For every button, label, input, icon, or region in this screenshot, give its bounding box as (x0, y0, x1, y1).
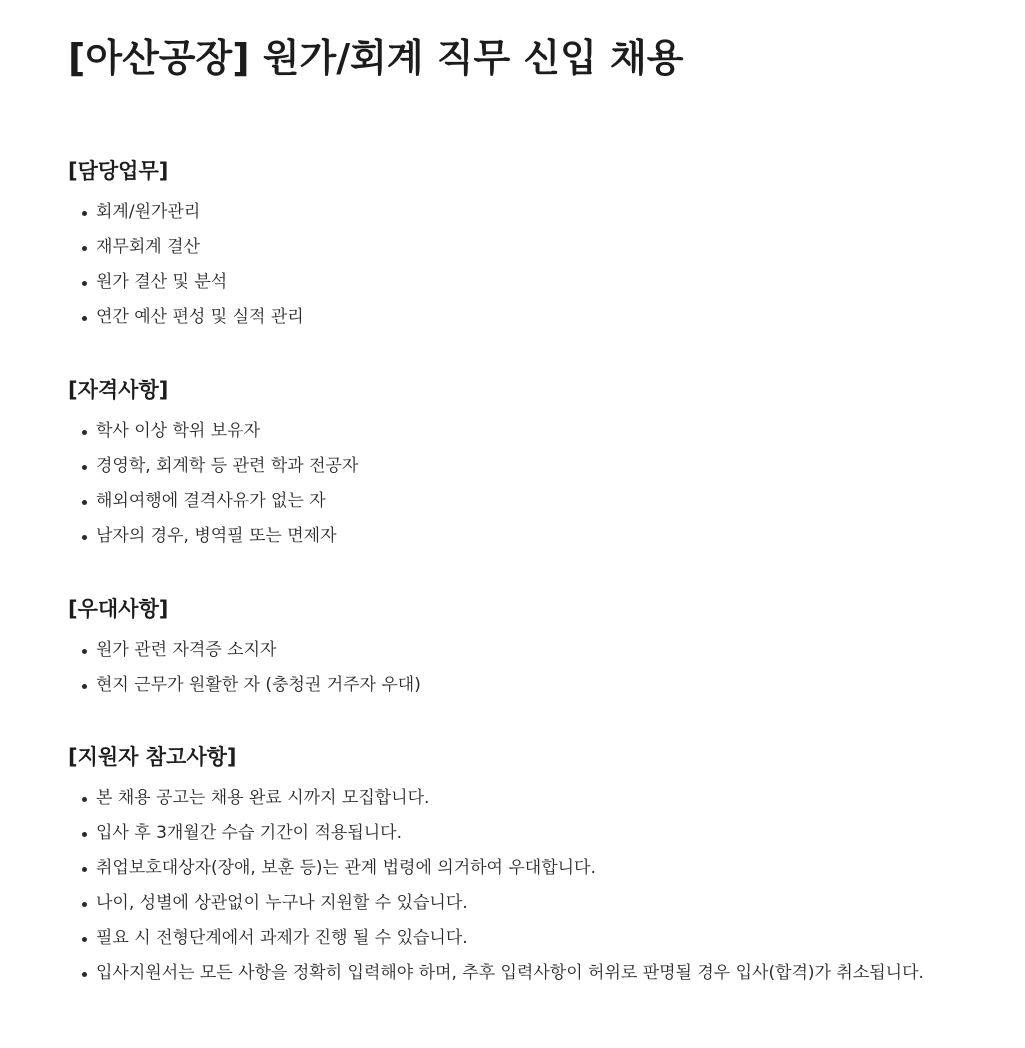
section-heading-applicant-notes: [지원자 참고사항] (68, 745, 237, 769)
bullet-icon (82, 211, 87, 216)
section-qualifications (68, 376, 358, 554)
bullet-icon (82, 972, 87, 977)
list-item (68, 956, 924, 991)
bullet-icon (82, 937, 87, 942)
list-item-text: 남자의 경우, 병역필 또는 면제자 (96, 526, 337, 546)
list-item-text: 본 채용 공고는 채용 완료 시까지 모집합니다. (96, 788, 430, 808)
list-item-text: 학사 이상 학위 보유자 (96, 421, 261, 441)
bullet-icon (82, 316, 87, 321)
bullet-icon (82, 535, 87, 540)
section-heading-qualifications: [자격사항] (68, 378, 169, 402)
list-item-text: 재무회계 결산 (96, 237, 200, 257)
list-item-text: 회계/원가관리 (96, 202, 201, 222)
list-item-text: 해외여행에 결격사유가 없는 자 (96, 491, 326, 511)
section-heading-duties: [담당업무] (68, 159, 169, 183)
list-item (68, 816, 924, 851)
qualifications-list (68, 414, 358, 554)
list-item (68, 265, 304, 300)
list-item-text: 원가 결산 및 분석 (96, 272, 228, 292)
bullet-icon (82, 500, 87, 505)
list-item (68, 886, 924, 921)
list-item (68, 519, 358, 554)
list-item (68, 851, 924, 886)
list-item (68, 633, 421, 668)
section-duties (68, 157, 304, 335)
list-item (68, 668, 421, 703)
bullet-icon (82, 246, 87, 251)
page-title: [아산공장] 원가/회계 직무 신입 채용 (68, 36, 684, 80)
bullet-icon (82, 902, 87, 907)
bullet-icon (82, 281, 87, 286)
bullet-icon (82, 649, 87, 654)
bullet-icon (82, 430, 87, 435)
list-item (68, 781, 924, 816)
list-item-text: 경영학, 회계학 등 관련 학과 전공자 (96, 456, 359, 476)
list-item-text: 현지 근무가 원활한 자 (충청권 거주자 우대) (96, 675, 421, 695)
section-applicant-notes (68, 743, 924, 991)
list-item-text: 입사지원서는 모든 사항을 정확히 입력해야 하며, 추후 입력사항이 허위로 판명될 경우 입사(합격)가 취소됩니다. (96, 963, 924, 983)
list-item (68, 414, 358, 449)
list-item (68, 195, 304, 230)
section-preferences (68, 595, 421, 703)
list-item-text: 필요 시 전형단계에서 과제가 진행 될 수 있습니다. (96, 928, 468, 948)
bullet-icon (82, 832, 87, 837)
list-item-text: 취업보호대상자(장애, 보훈 등)는 관계 법령에 의거하여 우대합니다. (96, 858, 596, 878)
list-item (68, 300, 304, 335)
list-item (68, 484, 358, 519)
preferences-list (68, 633, 421, 703)
list-item-text: 연간 예산 편성 및 실적 관리 (96, 307, 304, 327)
list-item-text: 원가 관련 자격증 소지자 (96, 640, 277, 660)
list-item (68, 230, 304, 265)
bullet-icon (82, 797, 87, 802)
section-heading-preferences: [우대사항] (68, 597, 169, 621)
applicant-notes-list (68, 781, 924, 991)
list-item-text: 입사 후 3개월간 수습 기간이 적용됩니다. (96, 823, 402, 843)
bullet-icon (82, 465, 87, 470)
bullet-icon (82, 867, 87, 872)
list-item (68, 449, 358, 484)
bullet-icon (82, 684, 87, 689)
duties-list (68, 195, 304, 335)
list-item-text: 나이, 성별에 상관없이 누구나 지원할 수 있습니다. (96, 893, 468, 913)
list-item (68, 921, 924, 956)
